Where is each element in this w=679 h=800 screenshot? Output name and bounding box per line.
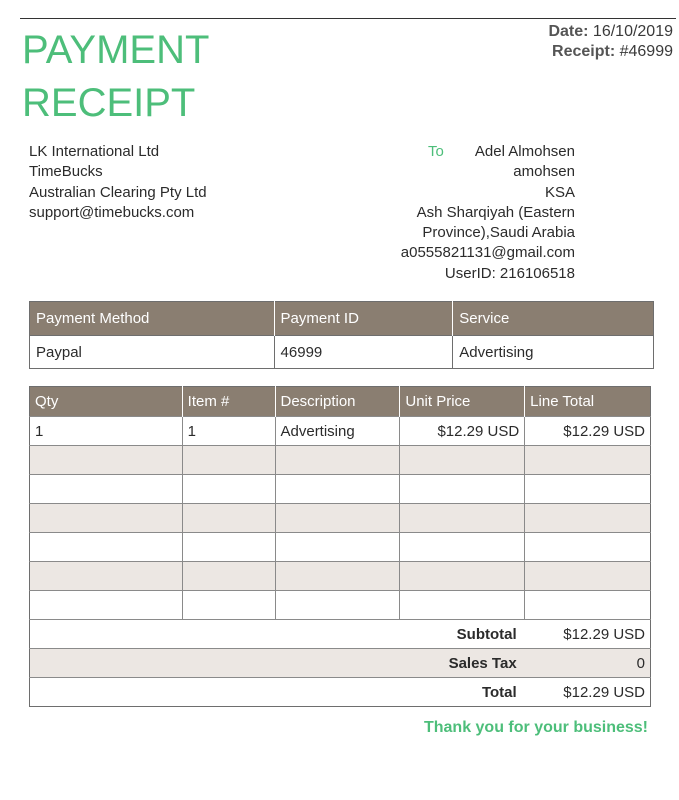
column-header: Description — [275, 387, 400, 417]
service-cell: Advertising — [453, 336, 654, 369]
subtotal-row — [30, 620, 651, 649]
column-header: Item # — [182, 387, 275, 417]
to-address — [401, 142, 575, 284]
date-value: 16/10/2019 — [592, 23, 673, 40]
date-label: Date: — [548, 23, 589, 40]
payment-table — [29, 301, 654, 369]
payment-method-cell: Paypal — [30, 336, 275, 369]
to-line: Province),Saudi Arabia — [422, 224, 575, 242]
empty-cell — [400, 446, 525, 475]
payment-header-row — [30, 302, 654, 336]
empty-cell — [275, 446, 400, 475]
total-label: Total — [30, 678, 525, 707]
description-cell: Advertising — [275, 417, 400, 446]
total-value: $12.29 USD — [525, 678, 651, 707]
empty-cell — [275, 533, 400, 562]
table-row — [30, 446, 651, 475]
payment-id-cell: 46999 — [274, 336, 453, 369]
to-line: Ash Sharqiyah (Eastern — [416, 203, 575, 221]
receipt-label: Receipt: — [552, 43, 616, 60]
empty-cell — [30, 504, 183, 533]
receipt-value: #46999 — [619, 43, 673, 60]
table-row — [30, 417, 651, 446]
empty-cell — [182, 591, 275, 620]
empty-cell — [30, 533, 183, 562]
unit-price-cell: $12.29 USD — [400, 417, 525, 446]
from-line: LK International Ltd — [29, 143, 160, 160]
empty-cell — [30, 446, 183, 475]
to-line: Adel Almohsen — [474, 143, 575, 160]
column-header: Line Total — [525, 387, 651, 417]
table-row — [30, 533, 651, 562]
qty-cell: 1 — [30, 417, 183, 446]
empty-cell — [182, 562, 275, 591]
thank-you-message: Thank you for your business! — [423, 719, 648, 736]
to-line: KSA — [544, 183, 575, 201]
line-total-cell: $12.29 USD — [525, 417, 651, 446]
items-table — [29, 386, 651, 707]
table-row — [30, 504, 651, 533]
from-line: TimeBucks — [29, 163, 103, 181]
column-header: Service — [453, 302, 654, 336]
items-header-row — [30, 387, 651, 417]
sales-tax-row — [30, 649, 651, 678]
empty-cell — [275, 504, 400, 533]
empty-cell — [275, 475, 400, 504]
from-address — [29, 142, 207, 223]
empty-cell — [275, 591, 400, 620]
to-label: To — [428, 143, 444, 160]
table-row — [30, 562, 651, 591]
empty-cell — [30, 562, 183, 591]
subtotal-label: Subtotal — [30, 620, 525, 649]
from-email: support@timebucks.com — [29, 203, 195, 221]
column-header: Qty — [30, 387, 183, 417]
title-line-1: PAYMENT — [22, 28, 210, 72]
empty-cell — [400, 591, 525, 620]
empty-cell — [400, 533, 525, 562]
empty-cell — [400, 562, 525, 591]
empty-cell — [525, 591, 651, 620]
payment-row — [30, 336, 654, 369]
page-title — [22, 24, 209, 130]
empty-cell — [275, 562, 400, 591]
receipt-row — [548, 42, 673, 62]
subtotal-value: $12.29 USD — [525, 620, 651, 649]
empty-cell — [525, 533, 651, 562]
date-row — [548, 22, 673, 42]
empty-cell — [525, 446, 651, 475]
empty-cell — [525, 475, 651, 504]
to-line: amohsen — [513, 163, 575, 181]
receipt-meta — [548, 22, 673, 62]
item-number-cell: 1 — [182, 417, 275, 446]
empty-cell — [400, 504, 525, 533]
sales-tax-label: Sales Tax — [30, 649, 525, 678]
top-divider — [20, 18, 676, 19]
empty-cell — [182, 475, 275, 504]
column-header: Payment ID — [274, 302, 453, 336]
empty-cell — [182, 504, 275, 533]
to-userid: UserID: 216106518 — [444, 264, 575, 282]
empty-cell — [30, 591, 183, 620]
empty-cell — [525, 504, 651, 533]
empty-cell — [182, 446, 275, 475]
empty-cell — [182, 533, 275, 562]
title-line-2: RECEIPT — [22, 81, 196, 125]
empty-cell — [30, 475, 183, 504]
empty-cell — [525, 562, 651, 591]
from-line: Australian Clearing Pty Ltd — [29, 183, 207, 201]
total-row — [30, 678, 651, 707]
empty-cell — [400, 475, 525, 504]
column-header: Unit Price — [400, 387, 525, 417]
sales-tax-value: 0 — [525, 649, 651, 678]
table-row — [30, 475, 651, 504]
table-row — [30, 591, 651, 620]
column-header: Payment Method — [30, 302, 275, 336]
to-email: a0555821131@gmail.com — [400, 244, 575, 262]
